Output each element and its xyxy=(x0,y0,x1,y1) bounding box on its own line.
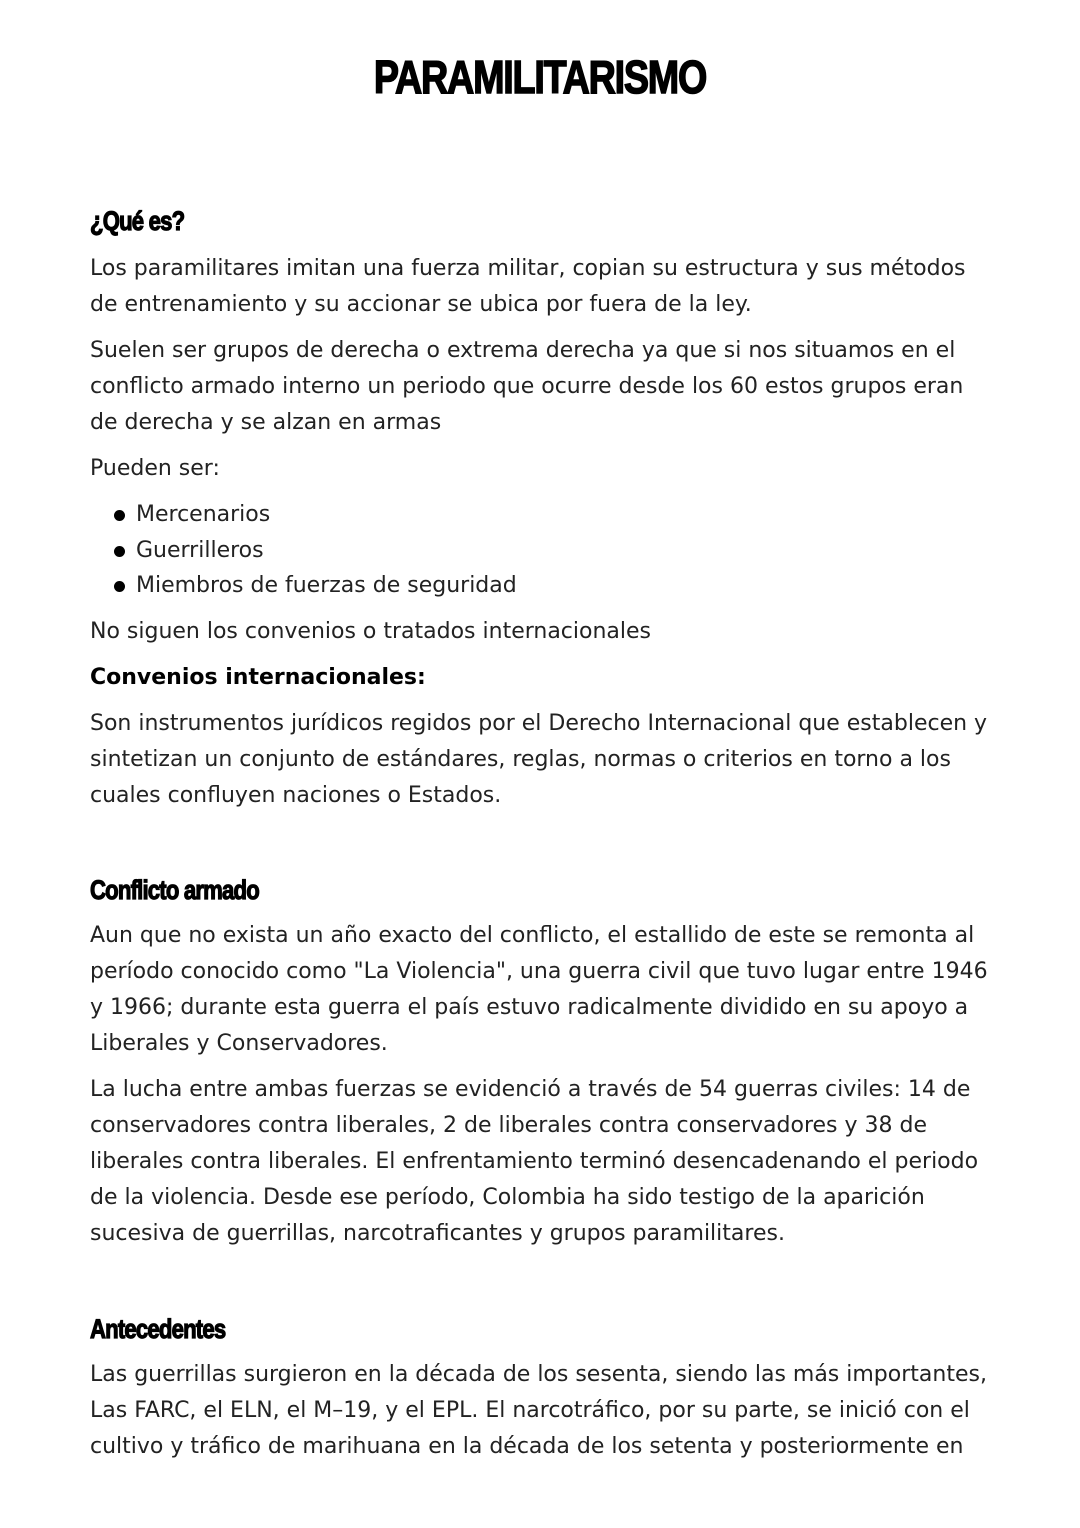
paragraph-definition: Los paramilitares imitan una fuerza militar, copian su estructura y sus métodos de entrenamiento y su accionar se ubica por fuera de la ley. xyxy=(90,256,966,317)
section-conflicto-armado xyxy=(90,875,995,1252)
paragraph-la-violencia: Aun que no exista un año exacto del conflicto, el estallido de este se remonta al período conocido como "La Violencia", una guerra civil que tuvo lugar entre 1946 y 1966; durante esta guerra el país estuvo radicalmente dividido en su apoyo a Liberales y Conservadores. xyxy=(90,923,988,1056)
section-heading-antecedentes: Antecedentes xyxy=(90,1314,226,1344)
paragraph-guerrillas: Las guerrillas surgieron en la década de los sesenta, siendo las más importantes, Las FARC, el ELN, el M–19, y el EPL. El narcotráfico, por su parte, se inició con el cultivo y tráfico de marihuana en la década de los setenta y posteriormente en xyxy=(90,1362,987,1459)
paragraph-guerras-civiles: La lucha entre ambas fuerzas se evidenció a través de 54 guerras civiles: 14 de conservadores contra liberales, 2 de liberales contra conservadores y 38 de liberales contra liberales. El enfrentamiento terminó desencadenando el periodo de la violencia. Desde ese período, Colombia ha sido testigo de la aparición sucesiva de guerrillas, narcotraficantes y grupos paramilitares. xyxy=(90,1077,979,1246)
paragraph-convenios: Son instrumentos jurídicos regidos por el Derecho Internacional que establecen y sintetizan un conjunto de estándares, reglas, normas o criterios en torno a los cuales confluyen naciones o Estados. xyxy=(90,710,988,808)
list-item-label: Guerrilleros xyxy=(136,537,264,563)
list-item xyxy=(114,533,995,569)
list-item-label: Mercenarios xyxy=(136,502,271,527)
paragraph-no-siguen: No siguen los convenios o tratados internacionales xyxy=(90,618,652,644)
page-title: PARAMILITARISMO xyxy=(373,51,707,103)
paragraph-pueden-ser: Pueden ser: xyxy=(90,456,220,481)
bullet-list xyxy=(90,497,995,604)
section-antecedentes xyxy=(90,1314,995,1465)
list-item xyxy=(114,497,995,533)
bullet-icon xyxy=(114,581,125,592)
section-que-es xyxy=(90,206,995,814)
bullet-icon xyxy=(114,546,125,557)
list-item-label: Miembros de fuerzas de seguridad xyxy=(136,573,517,598)
bullet-icon xyxy=(114,510,125,521)
paragraph-derecha: Suelen ser grupos de derecha o extrema derecha ya que si nos situamos en el conflicto armado interno un periodo que ocurre desde los 60 estos grupos eran de derecha y se alzan en armas xyxy=(90,338,964,435)
list-item xyxy=(114,568,995,604)
section-heading-que-es: ¿Qué es? xyxy=(90,206,185,236)
convenios-label: Convenios internacionales: xyxy=(90,664,426,690)
section-heading-conflicto: Conflicto armado xyxy=(90,875,259,905)
